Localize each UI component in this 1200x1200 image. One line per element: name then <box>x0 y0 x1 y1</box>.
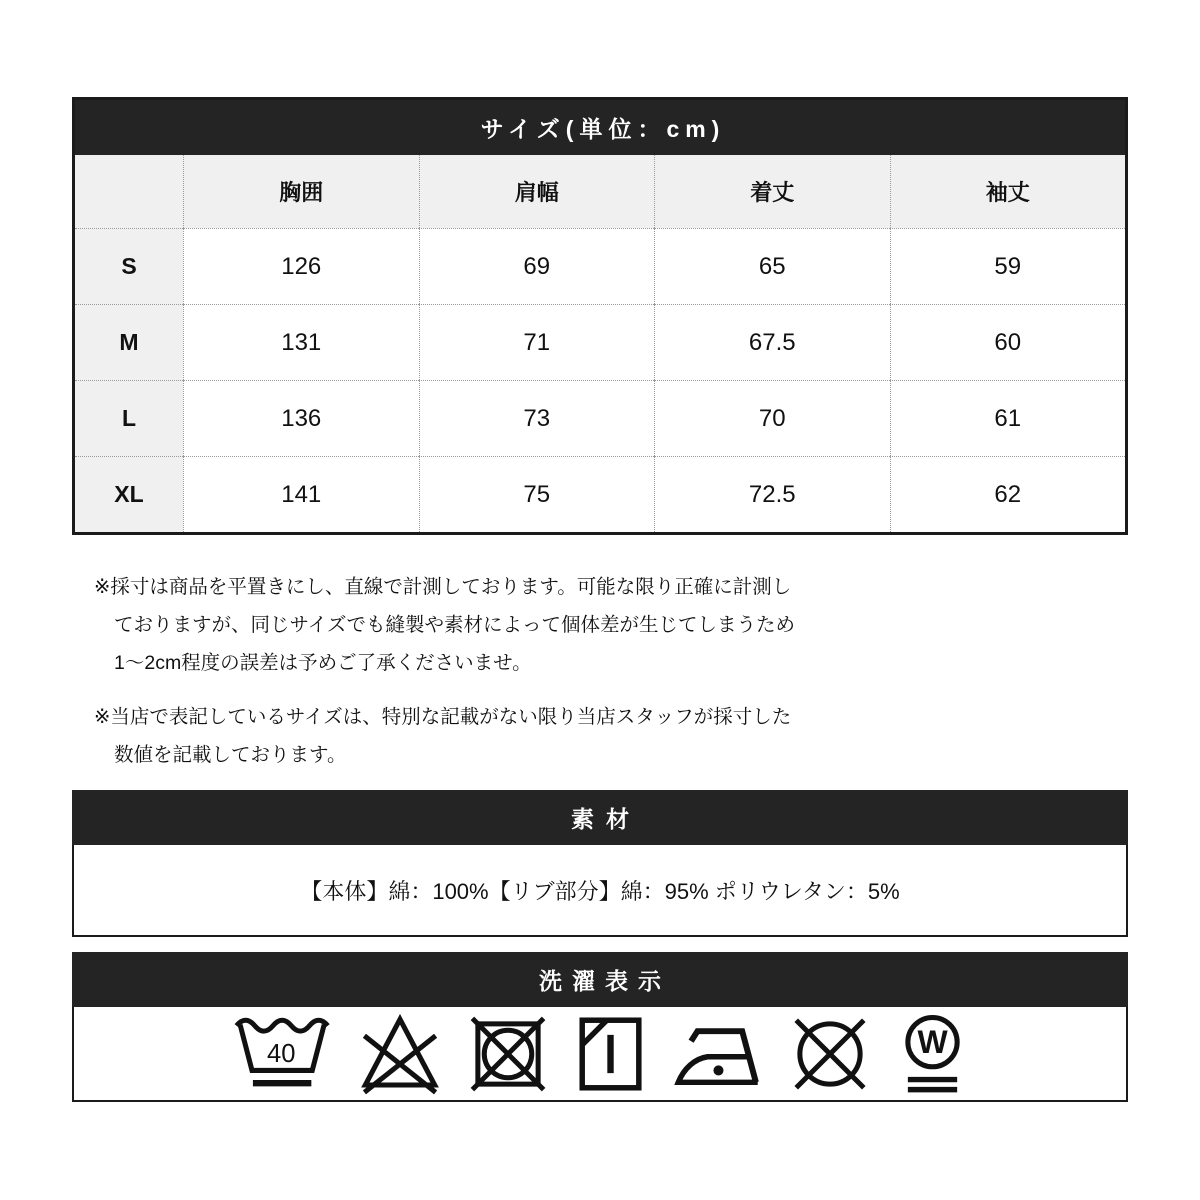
value-s-bust: 126 <box>183 228 419 304</box>
do-not-bleach-icon <box>358 1012 442 1096</box>
note-line: ておりますが、同じサイズでも縫製や素材によって個体差が生じてしまうため <box>114 614 795 636</box>
do-not-tumble-dry-icon <box>466 1012 550 1096</box>
value-s-length: 65 <box>654 228 890 304</box>
size-table-title: サイズ(単位：cm) <box>75 100 1125 155</box>
material-header: 素材 <box>72 790 1128 845</box>
do-not-dry-clean-icon <box>788 1012 872 1096</box>
value-xl-bust: 141 <box>183 456 419 532</box>
column-header-length: 着丈 <box>654 155 890 228</box>
value-m-sleeve: 60 <box>890 304 1126 380</box>
note-line: ※採寸は商品を平置きにし、直線で計測しております。可能な限り正確に計測し <box>94 576 792 598</box>
note-staff-measured <box>94 698 1128 774</box>
value-xl-length: 72.5 <box>654 456 890 532</box>
size-label-s: S <box>75 228 183 304</box>
column-header-sleeve: 袖丈 <box>890 155 1126 228</box>
note-measuring-method <box>94 568 1128 682</box>
size-table-grid <box>75 155 1125 532</box>
material-section <box>72 790 1128 937</box>
value-s-sleeve: 59 <box>890 228 1126 304</box>
wash-temp-label: 40 <box>267 1039 296 1068</box>
size-label-m: M <box>75 304 183 380</box>
note-line: 数値を記載しております。 <box>114 744 347 766</box>
line-dry-in-shade-icon <box>574 1012 647 1096</box>
size-table <box>72 97 1128 535</box>
value-xl-shoulder: 75 <box>419 456 655 532</box>
value-l-sleeve: 61 <box>890 380 1126 456</box>
column-header-bust: 胸囲 <box>183 155 419 228</box>
material-content: 【本体】綿：100%【リブ部分】綿：95% ポリウレタン：5% <box>72 845 1128 937</box>
table-corner-cell <box>75 155 183 228</box>
value-l-bust: 136 <box>183 380 419 456</box>
size-label-xl: XL <box>75 456 183 532</box>
note-line: 1〜2cm程度の誤差は予めご了承くださいませ。 <box>114 652 532 674</box>
column-header-shoulder: 肩幅 <box>419 155 655 228</box>
value-m-bust: 131 <box>183 304 419 380</box>
wash-40-gentle-icon <box>231 1012 333 1096</box>
note-line: ※当店で表記しているサイズは、特別な記載がない限り当店スタッフが採寸した <box>94 706 792 728</box>
care-header: 洗濯表示 <box>72 952 1128 1007</box>
measurement-notes <box>94 568 1128 774</box>
value-m-shoulder: 71 <box>419 304 655 380</box>
size-label-l: L <box>75 380 183 456</box>
value-l-length: 70 <box>654 380 890 456</box>
value-xl-sleeve: 62 <box>890 456 1126 532</box>
wet-clean-very-gentle-icon <box>896 1012 969 1096</box>
care-section <box>72 952 1128 1102</box>
care-icons-row <box>72 1007 1128 1102</box>
value-l-shoulder: 73 <box>419 380 655 456</box>
wet-clean-label: W <box>917 1023 948 1060</box>
value-s-shoulder: 69 <box>419 228 655 304</box>
iron-low-heat-icon <box>671 1012 764 1096</box>
value-m-length: 67.5 <box>654 304 890 380</box>
